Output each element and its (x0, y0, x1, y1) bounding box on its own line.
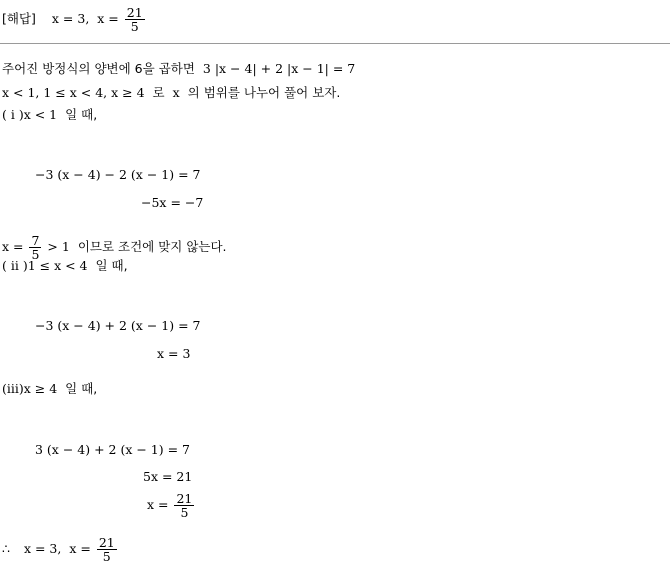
intro-line-2 (2, 85, 340, 101)
case-3-label: (iii) (2, 381, 24, 396)
intro-line-1 (2, 61, 355, 77)
case-2-condition: 1 ≤ x < 4 (27, 258, 88, 273)
range-conditions: x < 1, 1 ≤ x < 4, x ≥ 4 (2, 85, 145, 100)
case-1-result-lhs: x = (2, 239, 24, 254)
conclusion-x2-numerator: 21 (98, 535, 115, 550)
conclusion-x2-lhs: x = (69, 541, 91, 556)
conclusion-line (2, 536, 119, 563)
answer-tag: [해답] (2, 11, 36, 26)
case-3-equation-1: 3 (x − 4) + 2 (x − 1) = 7 (35, 442, 190, 457)
case-3-eq3-denominator: 5 (174, 505, 194, 519)
case-1-result-rhs: > 1 (47, 239, 70, 254)
answer-x2-numerator: 21 (126, 5, 143, 20)
case-2-equation-2: x = 3 (157, 346, 191, 361)
case-2-equation-1: −3 (x − 4) + 2 (x − 1) = 7 (35, 318, 201, 333)
divider-rule (0, 43, 670, 44)
intro-text: 주어진 방정식의 양변에 6을 곱하면 (2, 61, 195, 76)
case-1-heading (2, 107, 97, 123)
answer-x2-denominator: 5 (125, 19, 145, 33)
therefore-symbol: ∴ (2, 541, 10, 556)
case-3-eq3-lhs: x = (147, 497, 169, 512)
case-1-result (2, 234, 227, 261)
case-1-result-text: 이므로 조건에 맞지 않는다. (77, 239, 227, 254)
range-variable: x (172, 85, 180, 100)
case-3-equation-2: 5x = 21 (143, 469, 193, 484)
case-3-eq3-fraction (174, 492, 194, 519)
case-1-equation-1: −3 (x − 4) − 2 (x − 1) = 7 (35, 167, 201, 182)
case-2-label: ( ii ) (2, 258, 28, 273)
answer-x2-fraction (125, 6, 145, 33)
answer-header (2, 6, 147, 33)
conclusion-x1: x = 3, (23, 541, 62, 556)
case-3-eq3-numerator: 21 (176, 491, 193, 506)
case-1-equation-2: −5x = −7 (141, 195, 204, 210)
case-2-heading (2, 258, 128, 274)
conclusion-x2-fraction (97, 536, 117, 563)
case-1-result-denominator: 5 (31, 247, 40, 262)
case-1-result-numerator: 7 (31, 233, 40, 248)
range-text-ro: 로 (152, 85, 165, 100)
case-1-result-fraction (29, 234, 41, 261)
case-1-text: 일 때, (65, 107, 98, 122)
case-1-condition: x < 1 (23, 107, 58, 122)
intro-equation: 3 |x − 4| + 2 |x − 1| = 7 (202, 61, 356, 76)
case-3-text: 일 때, (65, 381, 98, 396)
answer-x1: x = 3, (51, 11, 90, 26)
case-3-condition: x ≥ 4 (23, 381, 58, 396)
answer-x2-lhs: x = (97, 11, 119, 26)
case-2-text: 일 때, (95, 258, 128, 273)
case-3-heading (2, 381, 97, 397)
case-1-label: ( i ) (2, 107, 24, 122)
range-text-rest: 의 범위를 나누어 풀어 보자. (187, 85, 341, 100)
conclusion-x2-denominator: 5 (97, 549, 117, 563)
case-3-equation-3 (147, 492, 196, 519)
